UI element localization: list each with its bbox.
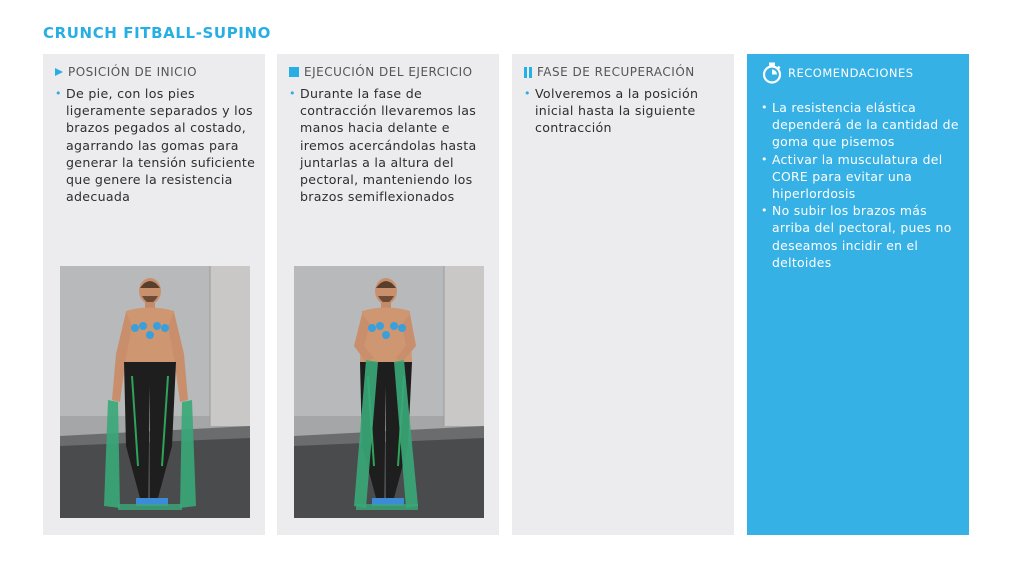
exercise-photo-start xyxy=(60,266,250,518)
bullet-list xyxy=(55,85,260,205)
column-heading-label: RECOMENDACIONES xyxy=(788,66,914,80)
column-heading-label: POSICIÓN DE INICIO xyxy=(68,65,198,79)
pause-icon xyxy=(524,67,532,78)
column-heading xyxy=(289,65,473,79)
bullet-item: • La resistencia elástica dependerá de la cantidad de goma que pisemos xyxy=(761,99,961,151)
column-heading-label: FASE DE RECUPERACIÓN xyxy=(537,65,695,79)
stopwatch-icon xyxy=(761,62,783,84)
bullet-item: • Activar la musculatura del CORE para evitar una hiperlordosis xyxy=(761,151,961,203)
play-triangle-icon xyxy=(55,68,63,76)
bullet-item: • Volveremos a la posición inicial hasta la siguiente contracción xyxy=(524,85,729,137)
bullet-list xyxy=(524,85,729,137)
column-heading-label: EJECUCIÓN DEL EJERCICIO xyxy=(304,65,473,79)
exercise-photo-execution xyxy=(294,266,484,518)
column-recomendaciones xyxy=(747,54,969,535)
column-heading xyxy=(55,65,197,79)
column-posicion-inicio xyxy=(43,54,265,535)
bullet-item: • Durante la fase de contracción llevaremos las manos hacia delante e iremos acercándolas hasta juntarlas a la altura del pectoral, manteniendo los brazos semiflexionados xyxy=(289,85,494,205)
page-title: CRUNCH FITBALL-SUPINO xyxy=(43,24,271,42)
column-recuperacion xyxy=(512,54,734,535)
bullet-list xyxy=(761,99,961,271)
column-heading xyxy=(761,62,914,84)
bullet-list xyxy=(289,85,494,205)
square-icon xyxy=(289,67,299,77)
bullet-item: • De pie, con los pies ligeramente separados y los brazos pegados al costado, agarrando las gomas para generar la tensión suficiente que genere la resistencia adecuada xyxy=(55,85,260,205)
bullet-item: • No subir los brazos más arriba del pectoral, pues no deseamos incidir en el deltoides xyxy=(761,202,961,271)
column-heading xyxy=(524,65,695,79)
column-ejecucion xyxy=(277,54,499,535)
